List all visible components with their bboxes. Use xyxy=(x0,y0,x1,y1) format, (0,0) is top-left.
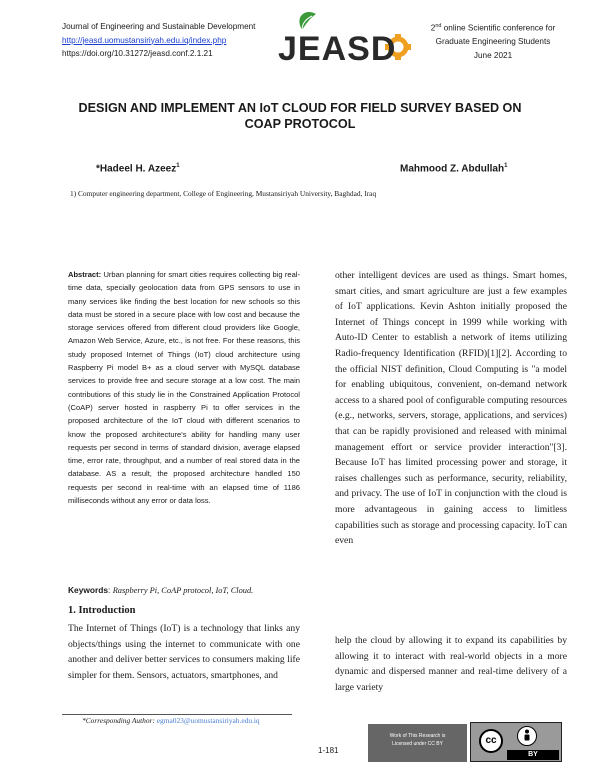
keywords-label: Keywords xyxy=(68,585,109,595)
page-number: 1-181 xyxy=(318,746,339,755)
author-2-name: Mahmood Z. Abdullah xyxy=(400,163,505,175)
author-2 xyxy=(400,163,507,174)
intro-paragraph-left: The Internet of Things (IoT) is a technology that links any objects/things using the internet to communicate with one another and deliver better services to consumers making life simpler for them. Sensors, actuators, smartphones, and xyxy=(68,623,300,681)
intro-paragraph-right-2: help the cloud by allowing it to expand its capabilities by allowing it to interact with real-world objects in a more dynamic and dispersed manner and real-time delivery of a large variety xyxy=(335,635,567,693)
license-line-1: Work of This Research is xyxy=(389,733,446,739)
author-1-affil-mark: 1 xyxy=(176,163,180,169)
corresponding-author-label: *Corresponding Author xyxy=(82,716,153,725)
license-notice xyxy=(368,724,467,762)
conference-title: online Scientific conference for xyxy=(441,23,556,33)
doi-text: https://doi.org/10.31272/jeasd.conf.2.1.21 xyxy=(62,49,213,58)
conference-date: June 2021 xyxy=(473,50,513,60)
journal-url-link[interactable]: http://jeasd.uomustansiriyah.edu.iq/index.php xyxy=(62,35,227,45)
affiliation: 1) Computer engineering department, College of Engineering, Mustansiriyah University, Baghdad, Iraq xyxy=(70,189,377,198)
abstract xyxy=(68,268,300,507)
corresponding-author-email-link[interactable]: egma023@uomustansiriyah.edu.iq xyxy=(156,716,260,725)
corresponding-author-separator: : xyxy=(152,716,157,725)
attribution-person-icon xyxy=(517,726,537,746)
abstract-label: Abstract: xyxy=(68,270,102,279)
author-1-name: *Hadeel H. Azeez xyxy=(96,163,177,175)
cc-icon: cc xyxy=(479,729,503,753)
footnote-divider xyxy=(62,714,292,715)
conference-line-2: Graduate Engineering Students xyxy=(435,37,551,47)
keywords-text: Raspberry Pi, CoAP protocol, IoT, Cloud. xyxy=(112,586,254,595)
journal-name: Journal of Engineering and Sustainable Development xyxy=(62,22,256,31)
by-label: BY xyxy=(507,750,559,760)
author-2-affil-mark: 1 xyxy=(504,163,508,169)
intro-heading: 1. Introduction xyxy=(68,605,136,616)
author-1 xyxy=(96,163,180,174)
abstract-text: Urban planning for smart cities requires collecting big real-time data, specially geolocation data from GPS sensors to use in many services like finding the best location for new schools so this data must be stored in a secure place with low cost and because the storage services offered from different cloud providers like Google, Amazon Web Service, Azure, etc., is not free. For these reasons, this study proposed Internet of Things (IoT) cloud architecture using Raspberry Pi model B+ as a cloud server with MySQL database services to provide free and secure storage at a low cost. The main contributions of this study lie in the Constrained Application Protocol (CoAP) server hosted in raspberry Pi to offer services in the proposed architecture of the IoT cloud with different scenarios to know the proposed architecture's ability for handling many user requests per second in terms of standard division, average elapsed time, error rate, throughput, and a number of real stored data in the database. AS a result, the proposed architecture handled 150 requests per second in real-time with an elapsed time of 1186 milliseconds without any error or data loss. xyxy=(68,270,300,506)
conference-line-1 xyxy=(418,20,568,35)
license-line-2: Licensed under CC BY xyxy=(392,741,443,747)
intro-paragraph-right: other intelligent devices are used as things. Smart homes, smart cities, and smart agriculture are just a few examples of IoT applications. Kevin Ashton initially proposed the Internet of Things concept in 1999 while working with Auto-ID Center to establish a network of items utilizing Radio-frequency Identification (RFID)[1][2]. According to the official NIST definition, Cloud Computing is "a model for enabling ubiquitous, convenient, on-demand network access to a shared pool of configurable computing resources (e.g., networks, servers, storage, applications, and services) that can be rapidly provisioned and released with minimal management effort or service provider interaction"[3]. Because IoT has limited processing power and storage, it raises challenges such as performance, security, reliability, and privacy. The use of IoT in conjunction with the cloud is more advantageous in gaining access to limitless capabilities such as storage and processing capacity. IoT can even xyxy=(335,270,567,547)
jeasd-logo-text: JEASD xyxy=(278,30,397,68)
keywords: Keywords: Raspberry Pi, CoAP protocol, IoT, Cloud. xyxy=(68,585,254,595)
conference-ordinal: 2 xyxy=(430,23,436,33)
corresponding-author xyxy=(82,716,260,725)
paper-title: DESIGN AND IMPLEMENT AN IoT CLOUD FOR FIELD SURVEY BASED ON COAP PROTOCOL xyxy=(78,101,522,131)
journal-header xyxy=(62,20,255,61)
cc-by-badge[interactable] xyxy=(470,722,562,762)
conference-ordinal-suffix: nd xyxy=(435,23,442,29)
conference-header xyxy=(418,20,568,62)
